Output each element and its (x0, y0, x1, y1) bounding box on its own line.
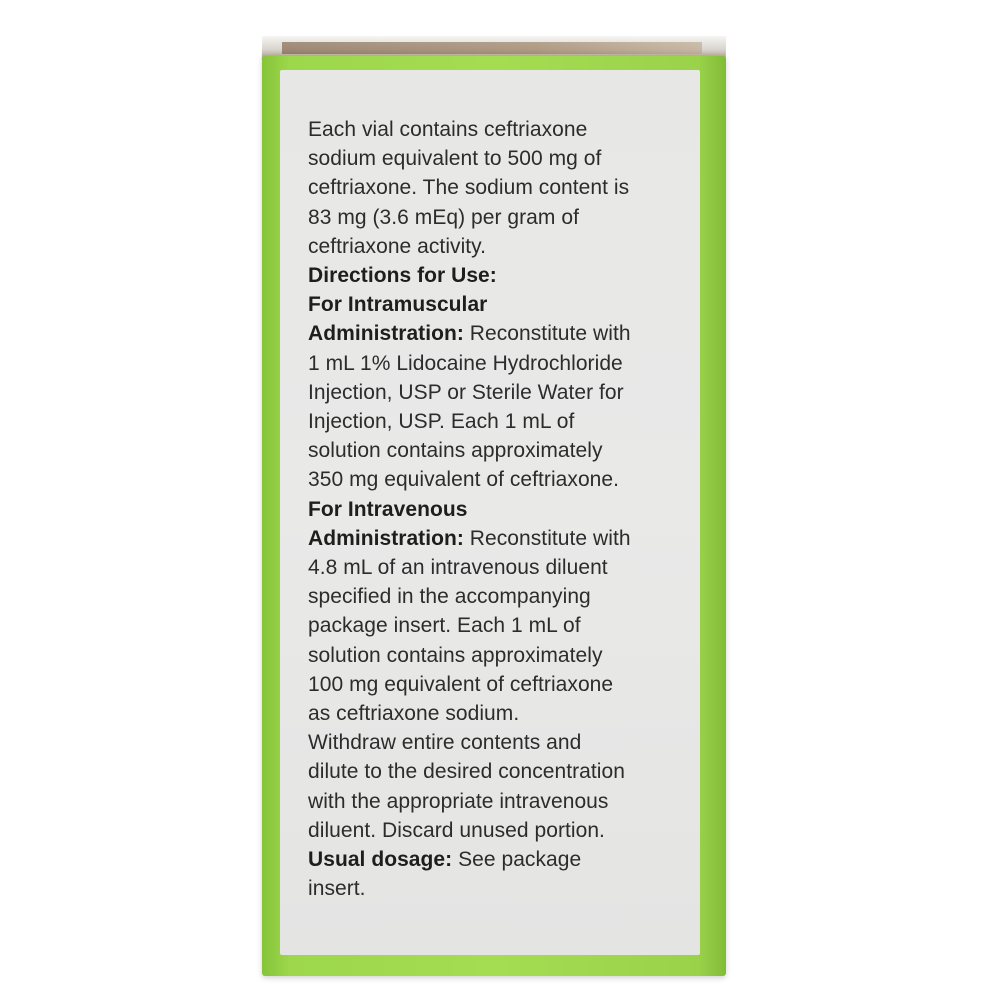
composition-text: Each vial contains ceftriaxone sodium equivalent to 500 mg of ceftriaxone. The sodium content is 83 mg (3.6 mEq) per gram of ceftriaxone activity. (308, 118, 630, 258)
im-heading: For Intramuscular (308, 293, 488, 317)
iv-text: 4.8 mL of an intravenous diluent specified in the accompanying package insert. Each 1 mL of solution contains approximately 100 mg equivalent of ceftriaxone as ceftriaxone sodium. Withdraw entire contents and dilute to the desired concentration with the appropriate intravenous diluent. Discard unused portion. (308, 556, 625, 842)
directions-heading: Directions for Use: (308, 264, 497, 288)
im-administration-line (308, 319, 698, 348)
iv-administration-label: Administration: (308, 526, 464, 550)
dosage-line (308, 845, 698, 874)
label-text-block (308, 115, 698, 903)
dosage-text: insert. (308, 877, 366, 901)
iv-administration-line (308, 524, 698, 553)
iv-text-first: Reconstitute with (463, 526, 631, 550)
iv-heading: For Intravenous (308, 497, 468, 521)
box-top-shadow (282, 42, 702, 54)
im-text: 1 mL 1% Lidocaine Hydrochloride Injection, USP or Sterile Water for Injection, USP. Each 1 mL of solution contains approximately 350 mg equivalent of ceftriaxone. (308, 351, 624, 492)
im-text-first: Reconstitute with (463, 322, 631, 346)
dosage-text-first: See package (452, 848, 582, 872)
im-administration-label: Administration: (308, 322, 464, 346)
dosage-heading: Usual dosage: (308, 848, 453, 872)
